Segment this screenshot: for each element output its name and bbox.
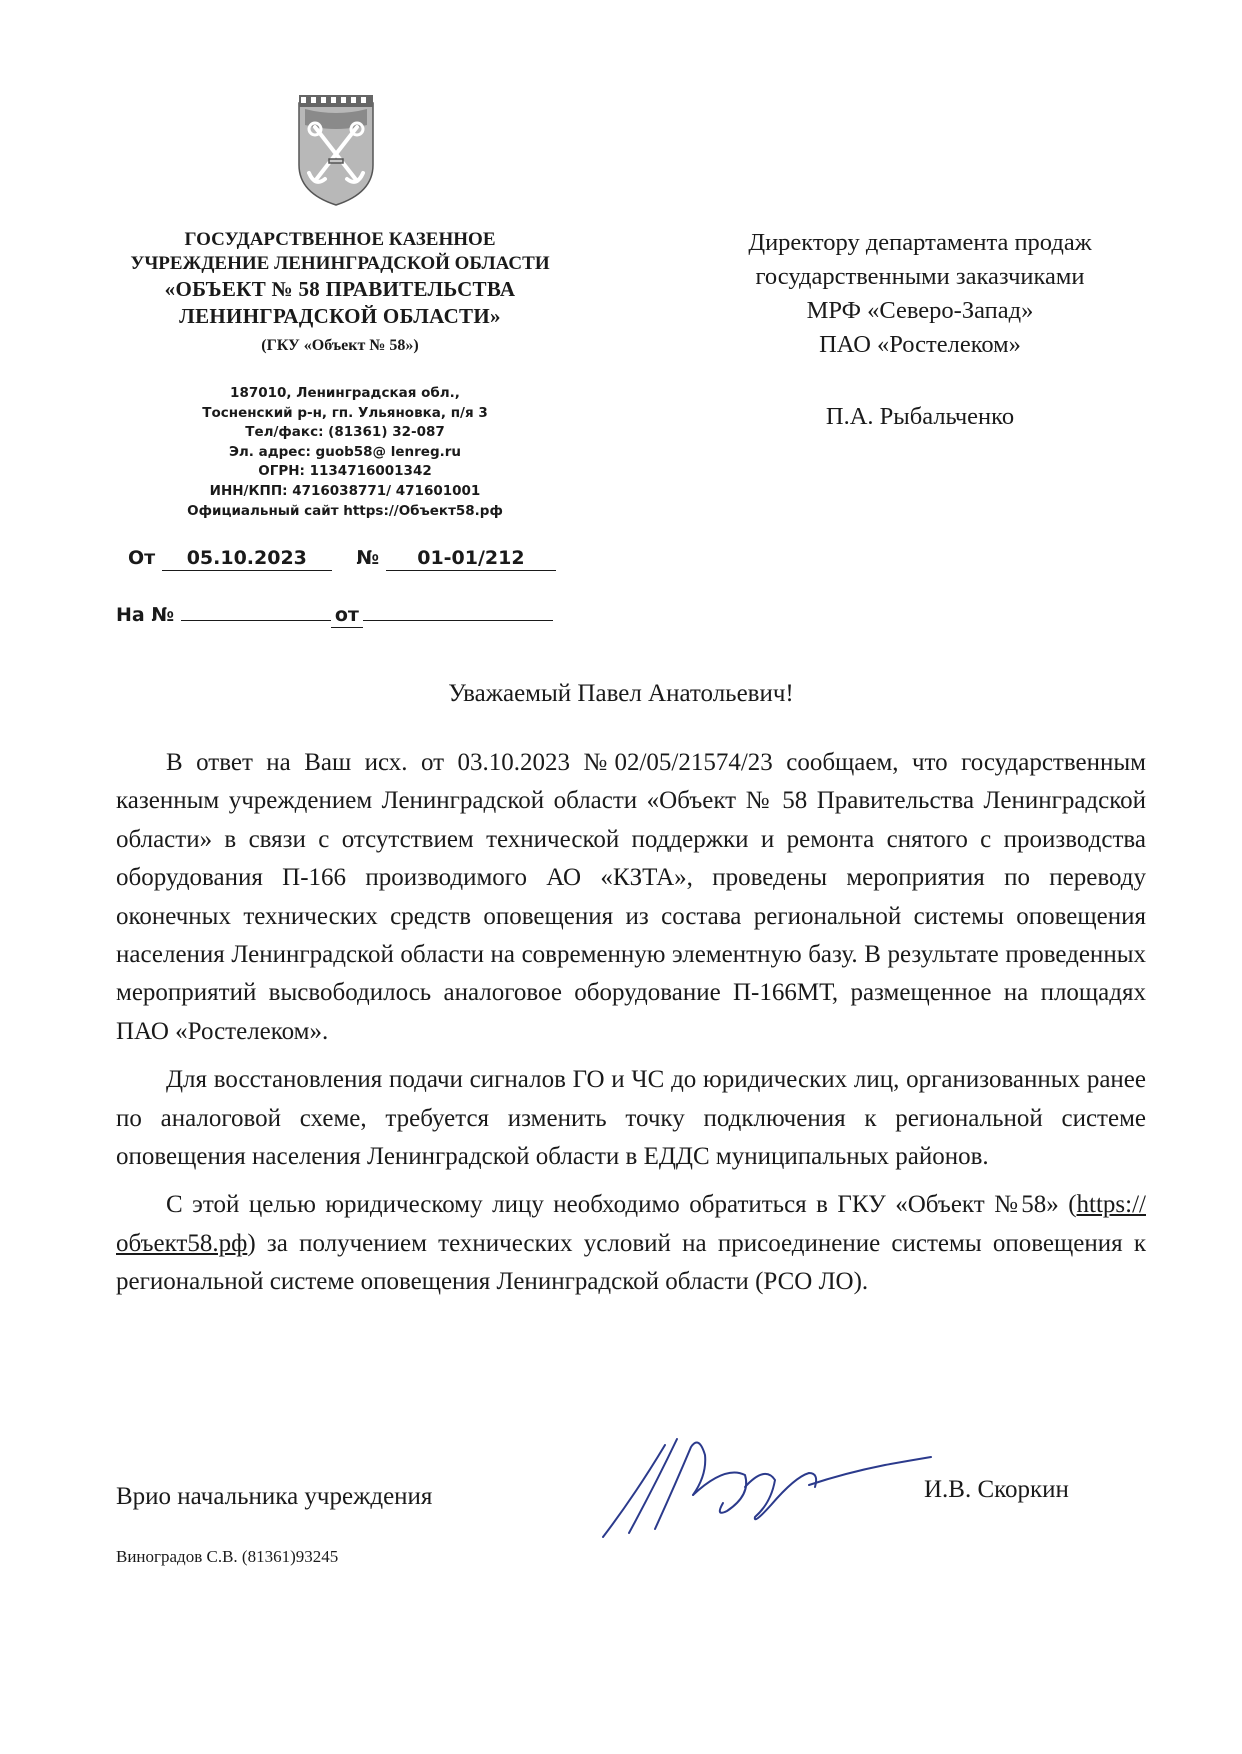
- contact-address-1: 187010, Ленинградская обл.,: [230, 385, 460, 401]
- organization-line-2: УЧРЕЖДЕНИЕ ЛЕНИНГРАДСКОЙ ОБЛАСТИ: [130, 253, 550, 274]
- body-paragraph-1: В ответ на Ваш исх. от 03.10.2023 №02/05/21574/23 сообщаем, что государственным казенным учреждением Ленинградской области «Объект № 58 Правительства Ленинградской области» в связи с отсутствием технической поддержки и ремонта снятого с производства оборудования П-166 производимого АО «КЗТА», проведены мероприятия по переводу оконечных технических средств оповещения из состава региональной системы оповещения населения Ленинградской области на современную элементную базу. В результате проведенных мероприятий высвободилось аналоговое оборудование П-166МТ, размещенное на площадях ПАО «Ростелеком».: [116, 749, 1146, 1045]
- website-link[interactable]: https://объект58.рф: [116, 1191, 1146, 1257]
- letter-body: [116, 744, 1146, 1312]
- signatory-title: Врио начальника учреждения: [116, 1483, 433, 1510]
- contact-phone: Тел/факс: (81361) 32-087: [245, 424, 445, 441]
- body-paragraph-2: Для восстановления подачи сигналов ГО и ЧС до юридических лиц, организованных ранее по аналоговой схеме, требуется изменить точку подключения к региональной системе оповещения населения Ленинградской области в ЕДДС муниципальных районов.: [116, 1066, 1146, 1171]
- ref-number-label: На №: [116, 604, 175, 626]
- outgoing-registration-line: [128, 546, 556, 571]
- organization-short-name: (ГКУ «Объект № 58»): [261, 337, 419, 354]
- contact-address-2: Тосненский р-н, гп. Ульяновка, п/я 3: [202, 404, 488, 421]
- contact-inn: ИНН/КПП: 4716038771/ 471601001: [209, 482, 481, 499]
- coat-of-arms-icon: [295, 95, 377, 207]
- letter-date: 05.10.2023: [162, 546, 332, 571]
- ref-number-blank: [181, 620, 331, 621]
- contact-site: Официальный сайт https://Объект58.рф: [187, 502, 503, 519]
- organization-header: [95, 228, 585, 358]
- contact-ogrn: ОГРН: 1134716001342: [258, 463, 432, 480]
- executor-contact: Виноградов С.В. (81361)93245: [116, 1547, 339, 1566]
- letter-number: 01-01/212: [386, 546, 556, 571]
- from-label: От: [128, 547, 156, 569]
- addressee-line-2: государственными заказчиками: [755, 263, 1085, 290]
- contact-email: Эл. адрес: guob58@ lenreg.ru: [228, 443, 462, 460]
- reference-registration-line: [116, 603, 553, 628]
- organization-contacts: [110, 384, 580, 521]
- handwritten-signature: [595, 1425, 935, 1545]
- organization-line-4: ЛЕНИНГРАДСКОЙ ОБЛАСТИ»: [179, 304, 501, 328]
- number-label: №: [356, 547, 380, 569]
- addressee-name: П.А. Рыбальченко: [825, 403, 1015, 430]
- addressee-line-3: МРФ «Северо-Запад»: [806, 297, 1034, 324]
- addressee-block: [660, 226, 1180, 434]
- salutation: Уважаемый Павел Анатольевич!: [448, 680, 794, 707]
- body-paragraph-3-start: С этой целью юридическому лицу необходимо обратиться в ГКУ «Объект №58» (: [166, 1191, 1077, 1219]
- addressee-line-1: Директору департамента продаж: [748, 229, 1092, 256]
- ref-date-blank: [363, 620, 553, 621]
- body-paragraph-3-end: ) за получением технических условий на присоединение системы оповещения к региональной системе оповещения Ленинградской области (РСО ЛО).: [116, 1229, 1146, 1296]
- signatory-name: И.В. Скоркин: [924, 1476, 1069, 1503]
- organization-line-3: «ОБЪЕКТ № 58 ПРАВИТЕЛЬСТВА: [164, 277, 516, 301]
- addressee-line-4: ПАО «Ростелеком»: [819, 331, 1021, 358]
- body-paragraph-3: [116, 1186, 1146, 1301]
- ref-from-label: от: [331, 603, 363, 628]
- organization-line-1: ГОСУДАРСТВЕННОЕ КАЗЕННОЕ: [184, 229, 496, 250]
